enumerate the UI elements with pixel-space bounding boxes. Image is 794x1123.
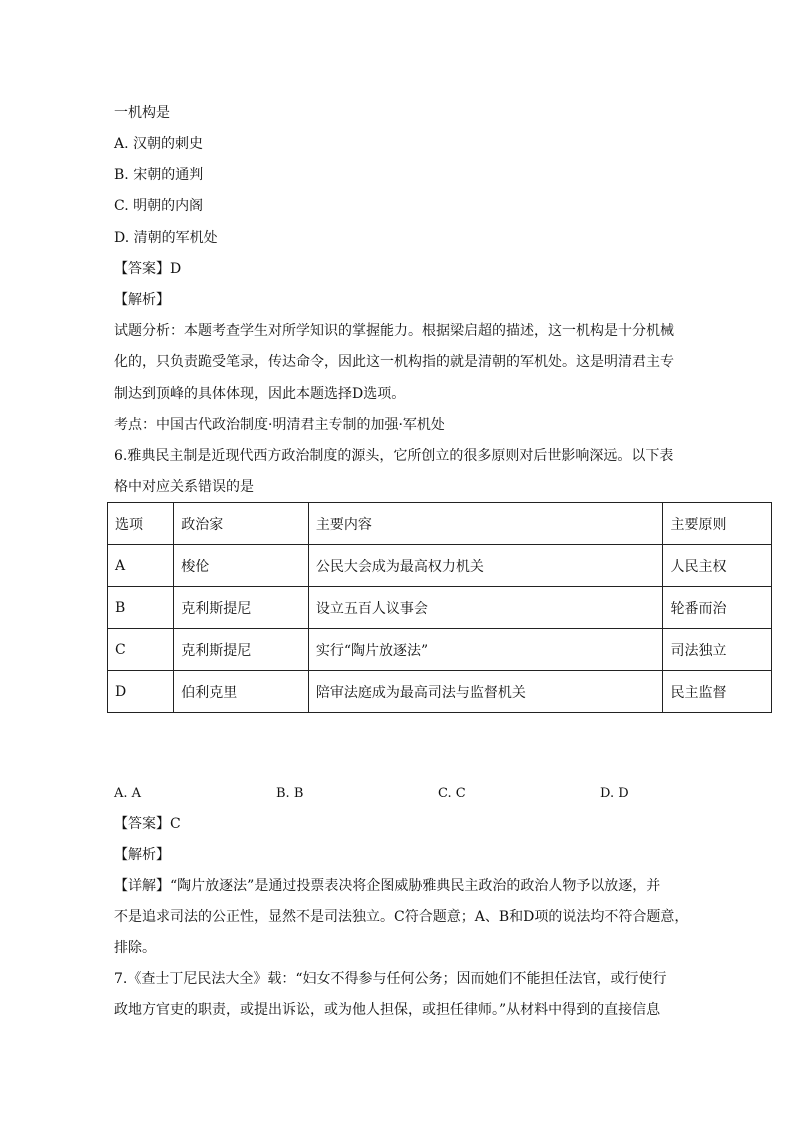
answer-label: 【答案】C xyxy=(114,816,181,832)
answer-option-a: A. A xyxy=(114,786,142,801)
table-cell: D xyxy=(108,671,174,713)
analysis-label: 【解析】 xyxy=(114,847,170,863)
detail-text: 【详解】“陶片放逐法”是通过投票表决将企图威胁雅典民主政治的政治人物予以放逐，并 xyxy=(114,878,661,894)
table-cell: 克利斯提尼 xyxy=(174,629,309,671)
table-row xyxy=(108,545,772,587)
table-cell: 克利斯提尼 xyxy=(174,587,309,629)
answer-option-c: C. C xyxy=(438,786,466,801)
question-7-stem: 7.《查士丁尼民法大全》载：“妇女不得参与任何公务；因而她们不能担任法官，或行使行 xyxy=(114,971,667,987)
answer-label: 【答案】D xyxy=(114,261,182,277)
table-header-row xyxy=(108,503,772,545)
analysis-label: 【解析】 xyxy=(114,292,170,308)
table-cell: 陪审法庭成为最高司法与监督机关 xyxy=(308,671,663,713)
question-7-stem: 政地方官吏的职责，或提出诉讼，或为他人担保，或担任律师。”从材料中得到的直接信息 xyxy=(114,1002,661,1018)
table-row xyxy=(108,629,772,671)
table-cell: 民主监督 xyxy=(663,671,772,713)
table-header-cell: 政治家 xyxy=(174,503,309,545)
detail-text: 排除。 xyxy=(114,940,156,956)
option-a: A. 汉朝的刺史 xyxy=(114,136,204,152)
table-cell: 设立五百人议事会 xyxy=(308,587,663,629)
table-header-cell: 主要原则 xyxy=(663,503,772,545)
analysis-text: 化的，只负责跪受笔录，传达命令，因此这一机构指的就是清朝的军机处。这是明清君主专 xyxy=(114,354,674,370)
table-cell: 伯利克里 xyxy=(174,671,309,713)
table-cell: 实行“陶片放逐法” xyxy=(308,629,663,671)
comparison-table xyxy=(107,502,772,713)
analysis-text: 试题分析：本题考查学生对所学知识的掌握能力。根据梁启超的描述，这一机构是十分机械 xyxy=(114,323,674,339)
option-c: C. 明朝的内阁 xyxy=(114,198,204,214)
answer-option-b: B. B xyxy=(276,786,304,801)
table-cell: 人民主权 xyxy=(663,545,772,587)
table-cell: 梭伦 xyxy=(174,545,309,587)
text-line: 一机构是 xyxy=(114,105,170,121)
table-cell: 公民大会成为最高权力机关 xyxy=(308,545,663,587)
table-cell: 轮番而治 xyxy=(663,587,772,629)
table-header-cell: 主要内容 xyxy=(308,503,663,545)
table-header-cell: 选项 xyxy=(108,503,174,545)
question-6-stem: 格中对应关系错误的是 xyxy=(114,479,254,495)
option-b: B. 宋朝的通判 xyxy=(114,167,204,183)
analysis-text: 制达到顶峰的具体体现，因此本题选择D选项。 xyxy=(114,386,406,402)
table-cell: C xyxy=(108,629,174,671)
question-6-stem: 6.雅典民主制是近现代西方政治制度的源头，它所创立的很多原则对后世影响深远。以下表 xyxy=(114,448,674,464)
option-d: D. 清朝的军机处 xyxy=(114,230,218,246)
table-cell: 司法独立 xyxy=(663,629,772,671)
table-row xyxy=(108,671,772,713)
kaodian-text: 考点：中国古代政治制度·明清君主专制的加强·军机处 xyxy=(114,417,445,433)
detail-text: 不是追求司法的公正性，显然不是司法独立。C符合题意；A、B和D项的说法均不符合题意， xyxy=(114,909,689,925)
table-cell: B xyxy=(108,587,174,629)
table-cell: A xyxy=(108,545,174,587)
answer-option-d: D. D xyxy=(600,786,629,801)
table-row xyxy=(108,587,772,629)
